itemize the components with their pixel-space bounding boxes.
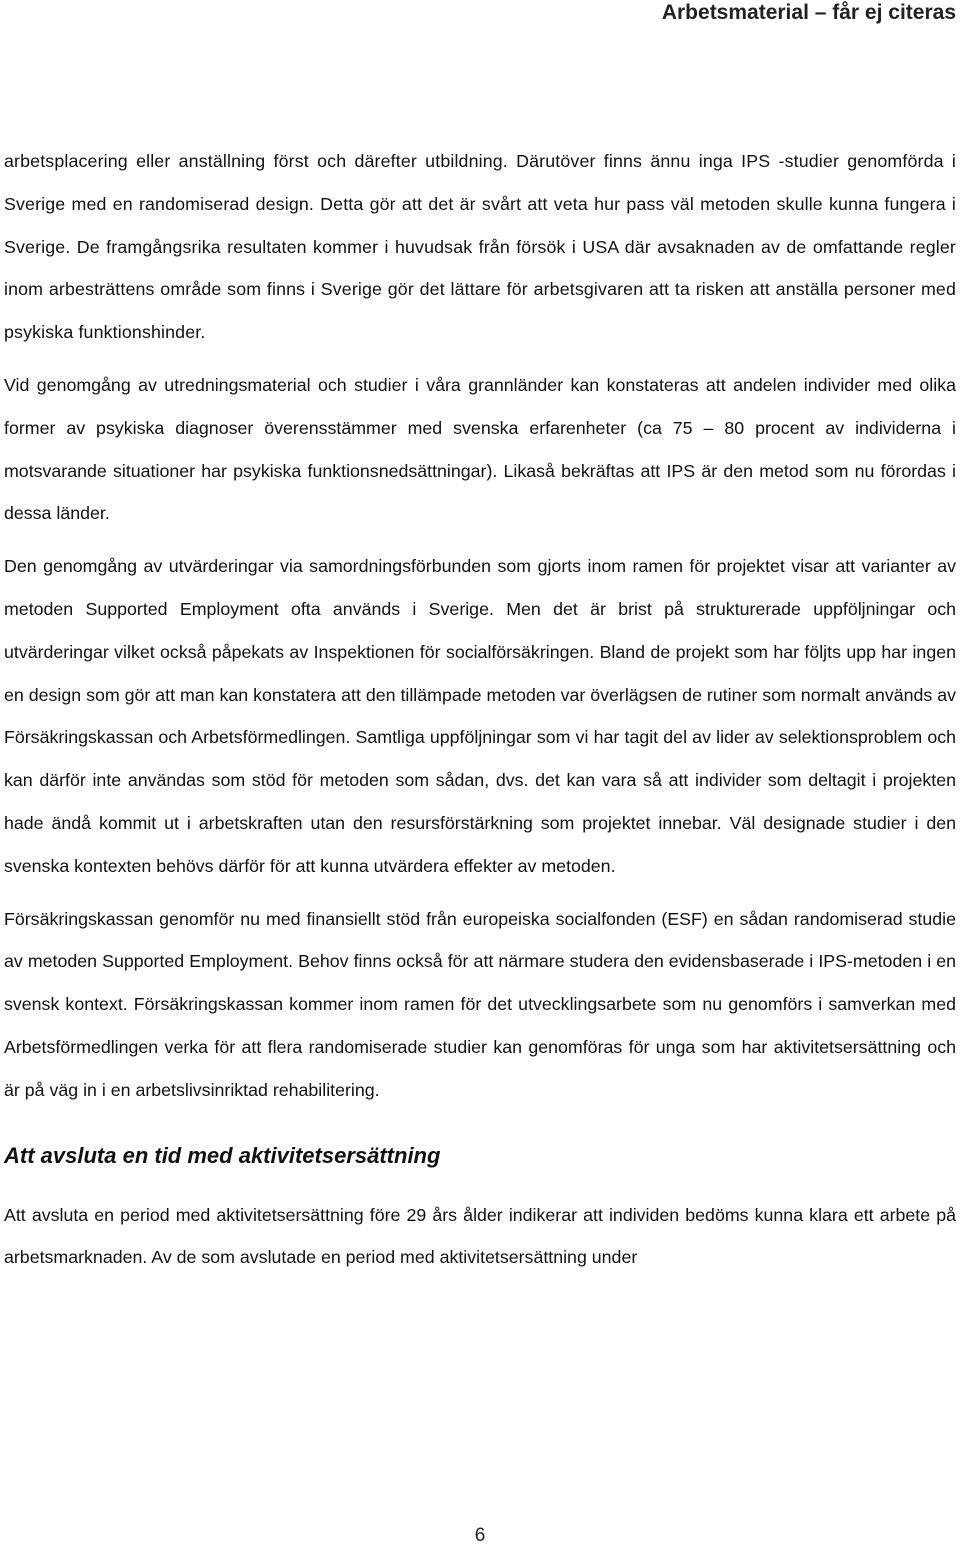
paragraph-ending-activity-compensation: Att avsluta en period med aktivitetsersättning före 29 års ålder indikerar att individen bedöms kunna klara ett arbete på arbetsmarknaden. Av de som avslutade en period med aktivitetsersättning under bbox=[4, 1204, 956, 1268]
section-heading: Att avsluta en tid med aktivitetsersättning bbox=[4, 1142, 441, 1168]
page-number: 6 bbox=[474, 1525, 486, 1546]
paragraph-neighbouring-countries: Vid genomgång av utredningsmaterial och studier i våra grannländer kan konstateras att andelen individer med olika former av psykiska diagnoser överensstämmer med svenska erfarenheter (ca 75 – 80 procent av individerna i motsvarande situationer har psykiska funktionsnedsättningar). Likaså bekräftas att IPS är den metod som nu förordas i dessa länder. bbox=[4, 374, 956, 524]
page-header: Arbetsmaterial – får ej citeras bbox=[661, 1, 956, 24]
paragraph-randomised-study: Försäkringskassan genomför nu med finansiellt stöd från europeiska socialfonden (ESF) en sådan randomiserad studie av metoden Supported Employment. Behov finns också för att närmare studera den evidensbaserade i IPS-metoden i en svensk kontext. Försäkringskassan kommer inom ramen för det utvecklingsarbete som nu genomförs i samverkan med Arbetsförmedlingen verka för att flera randomiserade studier kan genomföras för unga som har aktivitetsersättning och är på väg in i en arbetslivsinriktad rehabilitering. bbox=[4, 908, 956, 1100]
paragraph-evaluations: Den genomgång av utvärderingar via samordningsförbunden som gjorts inom ramen för projektet visar att varianter av metoden Supported Employment ofta används i Sverige. Men det är brist på strukturerade uppföljningar och utvärderingar vilket också påpekats av Inspektionen för socialförsäkringen. Bland de projekt som har följts upp har ingen en design som gör att man kan konstatera att den tillämpade metoden var överlägsen de rutiner som normalt används av Försäkringskassan och Arbetsförmedlingen. Samtliga uppföljningar som vi har tagit del av lider av selektionsproblem och kan därför inte användas som stöd för metoden som sådan, dvs. det kan vara så att individer som deltagit i projekten hade ändå kommit ut i arbetskraften utan den resursförstärkning som projektet innebar. Väl designade studier i den svenska kontexten behövs därför för att kunna utvärdera effekter av metoden. bbox=[4, 556, 956, 876]
document-body bbox=[4, 140, 956, 1279]
paragraph-ips-studies: arbetsplacering eller anställning först och därefter utbildning. Därutöver finns ännu inga IPS -studier genomförda i Sverige med en randomiserad design. Detta gör att det är svårt att veta hur pass väl metoden skulle kunna fungera i Sverige. De framgångsrika resultaten kommer i huvudsak från försök i USA där avsaknaden av de omfattande regler inom arbesträttens område som finns i Sverige gör det lättare för arbetsgivaren att ta risken att anställa personer med psykiska funktionshinder. bbox=[4, 151, 956, 343]
